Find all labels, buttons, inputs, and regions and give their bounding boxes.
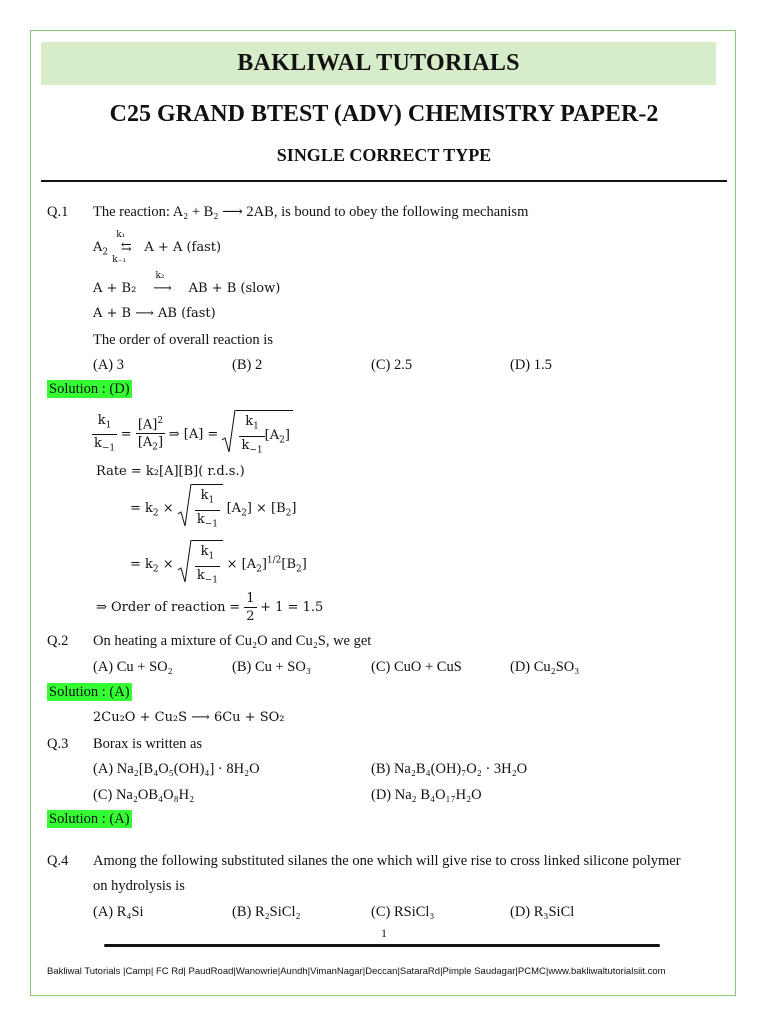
square-root: $\frac{k_1}{k_{-1}}$ $[A_2]$ — [222, 410, 292, 459]
option-b: (B) Na₂B₄(OH)₇O₂ · 3H₂O — [371, 761, 528, 777]
option-a: (A) Cu + SO₂ — [93, 659, 173, 675]
option-a: (A) Na₂[B₄O₅(OH)₄] · 8H₂O — [93, 761, 260, 777]
option-d: (D) Cu₂SO₃ — [510, 659, 580, 675]
option-b: (B) R₂SiCl₂ — [232, 904, 301, 920]
footer-divider — [104, 944, 660, 947]
derivation-line-1: $\frac{k_1}{k_{-1}}$ = $\frac{[A]^2}{[A_2]}$ ⇒ [A] = $\frac{k_1}{k_{-1}}$ $[A_2]$ — [92, 410, 293, 459]
section-title: SINGLE CORRECT TYPE — [276, 145, 492, 165]
option-d: (D) 1.5 — [510, 357, 552, 373]
option-c: (C) RSiCl₃ — [371, 904, 435, 920]
question-number: Q.4 — [47, 853, 69, 869]
header-divider — [41, 180, 727, 182]
option-d: (D) Na₂ B₄O₁₇H₂O — [371, 787, 482, 803]
mechanism-step-1: $A_2$ k₁ ⇆ k₋₁ A + A (fast) — [93, 230, 222, 265]
option-a: (A) 3 — [93, 357, 125, 373]
option-c: (C) 2.5 — [371, 357, 413, 373]
question-number: Q.1 — [47, 204, 69, 220]
derivation-line-4: = $k_2$ × $\frac{k_1}{k_{-1}}$ × $[A_2]^{1/2}[B_2]$ — [130, 540, 307, 589]
option-d: (D) R₃SiCl — [510, 904, 575, 920]
mechanism-step-2: A + B₂ k₂ ⟶ AB + B (slow) — [93, 271, 281, 296]
option-b: (B) Cu + SO₃ — [232, 659, 311, 675]
rate-law: Rate = k₂[A][B]( r.d.s.) — [96, 464, 245, 479]
paper-title: C25 GRAND BTEST (ADV) CHEMISTRY PAPER-2 — [109, 101, 659, 127]
option-c: (C) Na₂OB₄O₈H₂ — [93, 787, 195, 803]
equilibrium-arrow: k₁ ⇆ k₋₁ — [112, 230, 132, 265]
option-a: (A) R₄Si — [93, 904, 144, 920]
question-stem: The reaction: A₂ + B₂ ⟶ 2AB, is bound to obey the following mechanism — [93, 204, 529, 220]
institute-banner: BAKLIWAL TUTORIALS — [41, 42, 716, 85]
mechanism-step-3: A + B ⟶ AB (fast) — [93, 306, 216, 321]
solution-equation: 2Cu₂O + Cu₂S ⟶ 6Cu + SO₂ — [93, 710, 285, 725]
square-root: $\frac{k_1}{k_{-1}}$ — [178, 540, 223, 589]
rate-arrow: k₂ ⟶ — [153, 271, 172, 296]
solution-label: Solution : (D) — [49, 381, 130, 397]
square-root: $\frac{k_1}{k_{-1}}$ — [178, 484, 223, 533]
question-number: Q.2 — [47, 633, 69, 649]
footer-branches: Bakliwal Tutorials |Camp| FC Rd| PaudRoad|Wanowrie|Aundh|VimanNagar|Deccan|SataraRd|Pimple Saudagar|PCMC|www.bakliwaltutorialsiit.com — [47, 966, 666, 977]
question-stem: On heating a mixture of Cu₂O and Cu₂S, we get — [93, 633, 372, 649]
question-ask: The order of overall reaction is — [93, 332, 273, 348]
question-stem-continued: on hydrolysis is — [93, 878, 185, 894]
question-number: Q.3 — [47, 736, 69, 752]
order-of-reaction: ⇒ Order of reaction = $\frac{1}{2}$ + 1 = 1.5 — [96, 591, 324, 624]
page-number: 1 — [381, 926, 387, 940]
option-c: (C) CuO + CuS — [371, 659, 462, 675]
solution-label: Solution : (A) — [49, 811, 130, 827]
derivation-line-3: = $k_2$ × $\frac{k_1}{k_{-1}}$ $[A_2] \times [B_2]$ — [130, 484, 296, 533]
question-stem: Borax is written as — [93, 736, 203, 752]
solution-label: Solution : (A) — [49, 684, 130, 700]
option-b: (B) 2 — [232, 357, 263, 373]
question-stem: Among the following substituted silanes the one which will give rise to cross linked silicone polymer — [93, 853, 681, 869]
